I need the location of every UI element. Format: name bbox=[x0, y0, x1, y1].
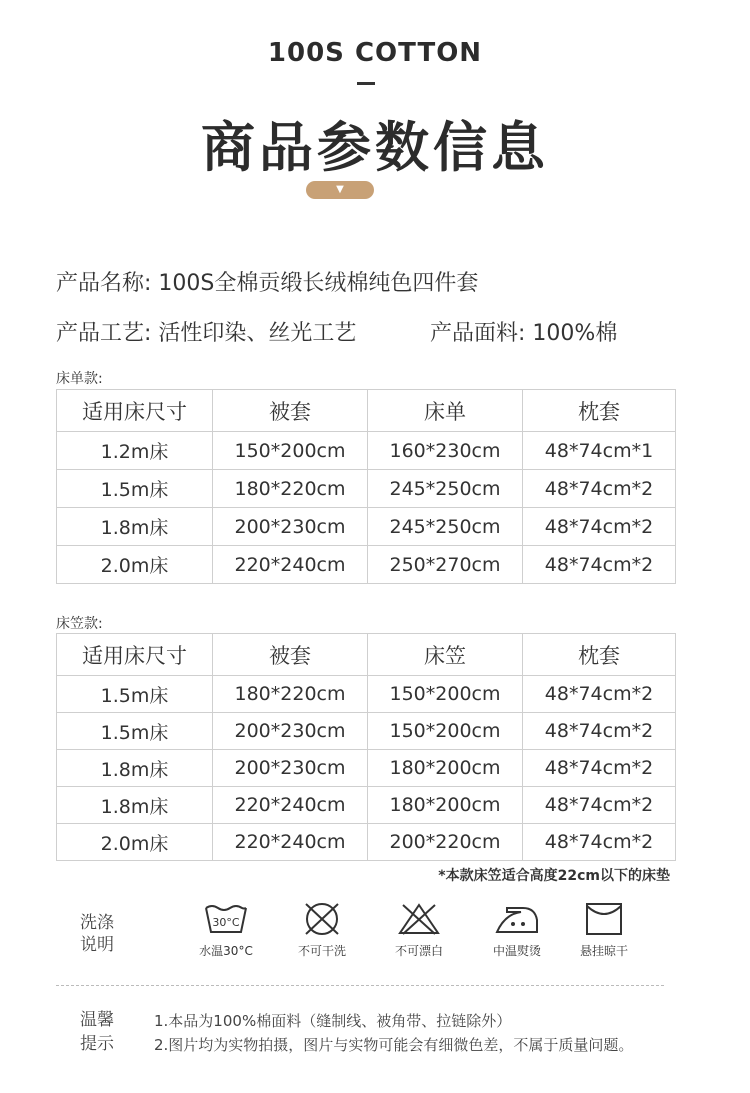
table-header-row bbox=[57, 634, 676, 676]
table-cell: 48*74cm*2 bbox=[523, 676, 676, 713]
table-cell: 48*74cm*2 bbox=[523, 824, 676, 861]
table-cell: 48*74cm*2 bbox=[523, 546, 676, 584]
table-cell: 2.0m床 bbox=[57, 546, 213, 584]
table-row bbox=[57, 676, 676, 713]
page-title: 商品参数信息 bbox=[201, 116, 549, 179]
product-fabric-line bbox=[430, 316, 617, 347]
care-label: 不可漂白 bbox=[394, 944, 443, 958]
no-bleach-icon bbox=[397, 902, 441, 936]
table-cell: 180*200cm bbox=[368, 750, 523, 787]
care-label: 中温熨烫 bbox=[492, 944, 541, 958]
brand-heading: 100S COTTON bbox=[267, 38, 483, 68]
table-cell: 245*250cm bbox=[368, 508, 523, 546]
table-row bbox=[57, 713, 676, 750]
care-item-wash bbox=[184, 902, 268, 959]
table-row bbox=[57, 824, 676, 861]
table-cell: 48*74cm*1 bbox=[523, 432, 676, 470]
table-cell: 150*200cm bbox=[213, 432, 368, 470]
product-name-label: 产品名称: bbox=[56, 271, 152, 296]
table-row bbox=[57, 787, 676, 824]
care-section-title: 洗涤 说明 bbox=[80, 913, 114, 955]
care-label: 水温30°C bbox=[199, 944, 253, 958]
table-cell: 48*74cm*2 bbox=[523, 750, 676, 787]
product-craft-value: 活性印染、丝光工艺 bbox=[158, 321, 357, 346]
table-cell: 220*240cm bbox=[213, 787, 368, 824]
table-cell: 180*220cm bbox=[213, 676, 368, 713]
brand-dash bbox=[357, 82, 375, 85]
table-header-cell: 床笠 bbox=[368, 634, 523, 676]
fitted-size-table bbox=[56, 633, 676, 861]
section-divider bbox=[56, 985, 664, 986]
table-cell: 1.5m床 bbox=[57, 713, 213, 750]
mattress-height-note: *本款床笠适合高度22cm以下的床垫 bbox=[438, 868, 670, 884]
tip-item: 2.图片均为实物拍摄，图片与实物可能会有细微色差，不属于质量问题。 bbox=[154, 1036, 634, 1054]
table-header-cell: 被套 bbox=[213, 390, 368, 432]
table-cell: 250*270cm bbox=[368, 546, 523, 584]
product-fabric-value: 100%棉 bbox=[532, 321, 618, 346]
product-name-value: 100S全棉贡缎长绒棉纯色四件套 bbox=[158, 271, 479, 296]
down-arrow-badge bbox=[306, 181, 374, 199]
table-header-row bbox=[57, 390, 676, 432]
product-name-line bbox=[56, 266, 478, 297]
table-cell: 180*220cm bbox=[213, 470, 368, 508]
product-craft-line bbox=[56, 316, 356, 347]
table-cell: 1.8m床 bbox=[57, 787, 213, 824]
table-cell: 1.5m床 bbox=[57, 676, 213, 713]
table-cell: 48*74cm*2 bbox=[523, 787, 676, 824]
table-cell: 48*74cm*2 bbox=[523, 508, 676, 546]
care-label: 不可干洗 bbox=[297, 944, 346, 958]
table-cell: 1.8m床 bbox=[57, 508, 213, 546]
wash-30-icon bbox=[203, 902, 249, 936]
table-header-cell: 被套 bbox=[213, 634, 368, 676]
fitted-section-label: 床笠款: bbox=[56, 616, 103, 632]
table-cell: 2.0m床 bbox=[57, 824, 213, 861]
iron-medium-icon bbox=[493, 902, 541, 936]
svg-text:30°C: 30°C bbox=[212, 916, 240, 929]
table-cell: 48*74cm*2 bbox=[523, 713, 676, 750]
care-item-iron bbox=[475, 902, 559, 959]
table-cell: 150*200cm bbox=[368, 676, 523, 713]
tip-item: 1.本品为100%棉面料（缝制线、被角带、拉链除外） bbox=[154, 1012, 512, 1030]
table-header-cell: 枕套 bbox=[523, 634, 676, 676]
care-label: 悬挂晾干 bbox=[579, 944, 628, 958]
sheet-size-table bbox=[56, 389, 676, 584]
table-cell: 1.2m床 bbox=[57, 432, 213, 470]
table-row bbox=[57, 432, 676, 470]
table-cell: 1.5m床 bbox=[57, 470, 213, 508]
care-item-no-dry-clean bbox=[280, 902, 364, 959]
table-cell: 220*240cm bbox=[213, 546, 368, 584]
table-cell: 150*200cm bbox=[368, 713, 523, 750]
table-cell: 245*250cm bbox=[368, 470, 523, 508]
product-craft-label: 产品工艺: bbox=[56, 321, 152, 346]
table-cell: 220*240cm bbox=[213, 824, 368, 861]
table-header-cell: 枕套 bbox=[523, 390, 676, 432]
table-row bbox=[57, 546, 676, 584]
table-cell: 160*230cm bbox=[368, 432, 523, 470]
no-dry-clean-icon bbox=[302, 902, 342, 936]
table-row bbox=[57, 750, 676, 787]
table-row bbox=[57, 508, 676, 546]
sheet-section-label: 床单款: bbox=[56, 371, 103, 387]
table-cell: 200*230cm bbox=[213, 508, 368, 546]
table-header-cell: 床单 bbox=[368, 390, 523, 432]
care-item-no-bleach bbox=[377, 902, 461, 959]
tips-section-title: 温馨 提示 bbox=[80, 1010, 114, 1054]
table-header-cell: 适用床尺寸 bbox=[57, 390, 213, 432]
table-cell: 48*74cm*2 bbox=[523, 470, 676, 508]
table-row bbox=[57, 470, 676, 508]
hang-dry-icon bbox=[584, 902, 624, 936]
table-header-cell: 适用床尺寸 bbox=[57, 634, 213, 676]
table-cell: 200*230cm bbox=[213, 713, 368, 750]
table-cell: 180*200cm bbox=[368, 787, 523, 824]
table-cell: 200*230cm bbox=[213, 750, 368, 787]
care-item-hang-dry bbox=[562, 902, 646, 959]
chevron-down-icon: ▼ bbox=[336, 184, 344, 195]
product-fabric-label: 产品面料: bbox=[430, 321, 526, 346]
table-cell: 1.8m床 bbox=[57, 750, 213, 787]
table-cell: 200*220cm bbox=[368, 824, 523, 861]
